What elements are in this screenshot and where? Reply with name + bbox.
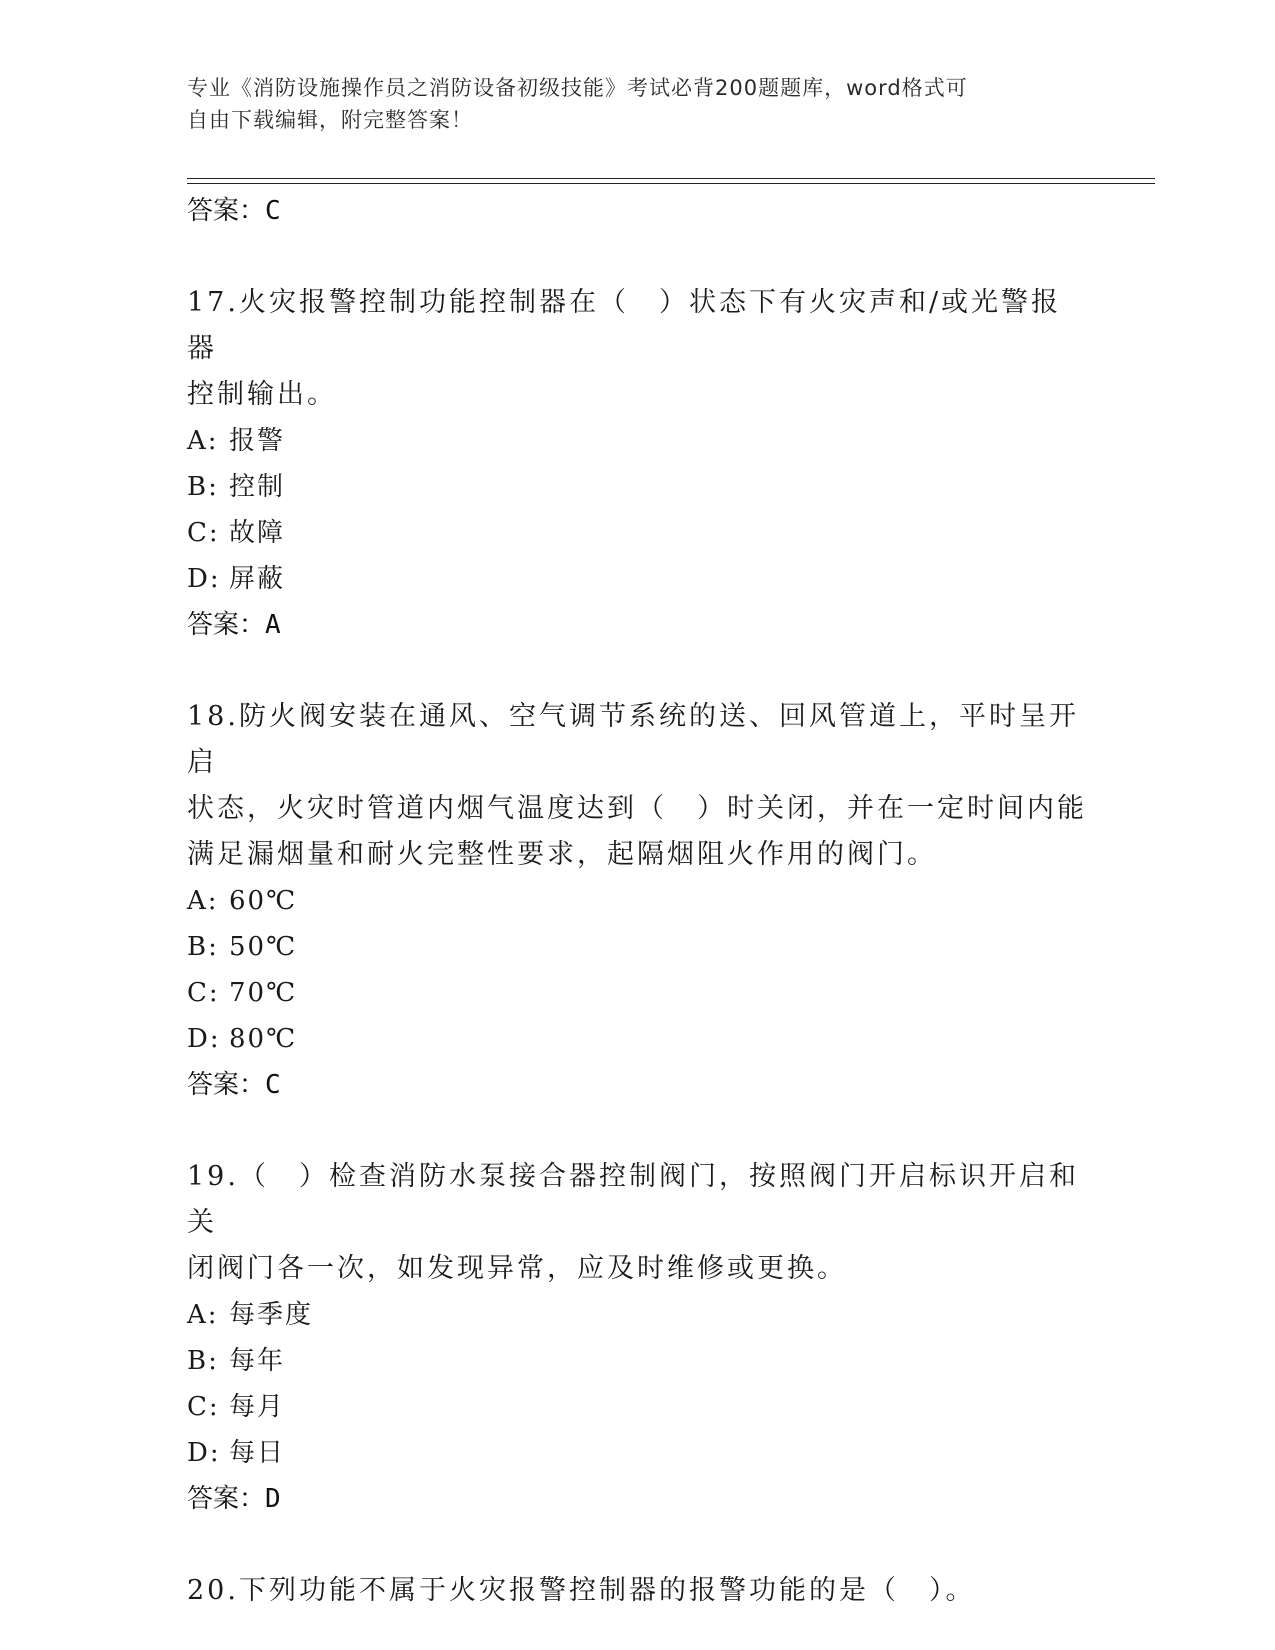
answer-option: [187, 924, 1087, 970]
option-key: C:: [187, 1392, 220, 1422]
question-text-line: 控制输出。: [187, 379, 337, 410]
answer-option: [187, 1384, 1087, 1430]
answer-option: [187, 970, 1087, 1016]
option-text: 50℃: [229, 932, 298, 962]
header-divider-bottom: [187, 183, 1155, 184]
document-body: [187, 188, 1087, 1614]
option-key: D:: [187, 564, 221, 594]
question-text-line: 状态，火灾时管道内烟气温度达到（ ）时关闭，并在一定时间内能: [187, 793, 1087, 824]
option-text: 屏蔽: [229, 564, 286, 594]
option-text: 每季度: [229, 1300, 314, 1330]
answer-option: [187, 510, 1087, 556]
option-text: 控制: [229, 472, 286, 502]
question-block: [187, 1154, 1087, 1522]
question-list: [187, 280, 1087, 1614]
answer-line: 答案：C: [187, 1070, 281, 1100]
question-block: [187, 694, 1087, 1108]
option-text: 70℃: [229, 978, 298, 1008]
question-text-line: 满足漏烟量和耐火完整性要求，起隔烟阻火作用的阀门。: [187, 839, 937, 870]
answer-line: 答案：D: [187, 1484, 281, 1514]
header-line-1: 专业《消防设施操作员之消防设备初级技能》考试必背200题题库，word格式可: [187, 76, 968, 100]
option-text: 80℃: [229, 1024, 298, 1054]
question-text-line: 17.火灾报警控制功能控制器在（ ）状态下有火灾声和/或光警报器: [187, 287, 1062, 364]
option-text: 报警: [229, 426, 286, 456]
option-key: A:: [187, 886, 219, 916]
answer-line: 答案：A: [187, 610, 281, 640]
question-text-line: 闭阀门各一次，如发现异常，应及时维修或更换。: [187, 1253, 847, 1284]
answer-option: [187, 878, 1087, 924]
option-text: 每年: [229, 1346, 286, 1376]
option-text: 故障: [229, 518, 286, 548]
option-key: C:: [187, 978, 220, 1008]
answer-option: [187, 1338, 1087, 1384]
previous-answer: 答案：C: [187, 196, 281, 226]
option-text: 每日: [229, 1438, 286, 1468]
option-key: B:: [187, 472, 219, 502]
answer-option: [187, 1430, 1087, 1476]
answer-option: [187, 556, 1087, 602]
answer-option: [187, 418, 1087, 464]
option-key: B:: [187, 932, 219, 962]
answer-option: [187, 1016, 1087, 1062]
option-key: C:: [187, 518, 220, 548]
option-key: D:: [187, 1438, 221, 1468]
question-text-line: 19.（ ）检查消防水泵接合器控制阀门，按照阀门开启标识开启和关: [187, 1161, 1079, 1238]
option-key: A:: [187, 426, 219, 456]
answer-option: [187, 464, 1087, 510]
question-text-line: 20.下列功能不属于火灾报警控制器的报警功能的是（ ）。: [187, 1575, 976, 1606]
option-key: B:: [187, 1346, 219, 1376]
option-key: D:: [187, 1024, 221, 1054]
document-header: [187, 72, 1067, 136]
question-block: [187, 280, 1087, 648]
option-text: 60℃: [229, 886, 298, 916]
option-text: 每月: [229, 1392, 286, 1422]
answer-option: [187, 1292, 1087, 1338]
header-line-2: 自由下载编辑，附完整答案！: [187, 108, 473, 132]
option-key: A:: [187, 1300, 219, 1330]
header-divider-top: [187, 178, 1155, 179]
question-text-line: 18.防火阀安装在通风、空气调节系统的送、回风管道上，平时呈开启: [187, 701, 1079, 778]
question-block: [187, 1568, 1087, 1614]
